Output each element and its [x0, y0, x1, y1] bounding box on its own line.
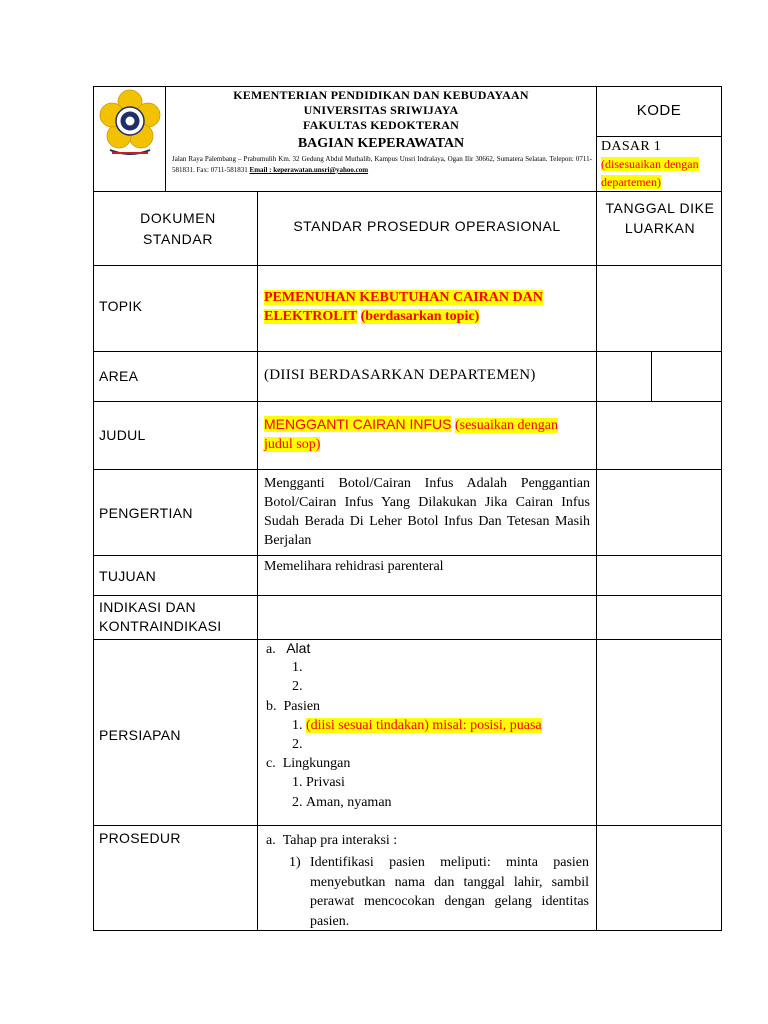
dasar-label: DASAR 1	[601, 139, 662, 154]
area-value: (DIISI BERDASARKAN DEPARTEMEN)	[264, 367, 536, 383]
persiapan-alat: a. Alat	[266, 640, 311, 657]
tujuan-label: TUJUAN	[99, 568, 157, 584]
judul-extra-cell	[596, 401, 722, 470]
ministry-name: KEMENTERIAN PENDIDIKAN DAN KEBUDAYAAN	[233, 88, 529, 102]
topik-value: PEMENUHAN KEBUTUHAN CAIRAN DAN ELEKTROLIT (berdasarkan topic)	[264, 290, 543, 324]
faculty-name: FAKULTAS KEDOKTERAN	[303, 118, 459, 132]
area-extra-cell-2	[651, 351, 722, 402]
area-label: AREA	[99, 368, 139, 384]
indikasi-value-cell	[257, 595, 597, 640]
prosedur-stage-a: a. Tahap pra interaksi :	[266, 833, 398, 848]
address-block	[172, 154, 592, 176]
university-emblem-icon	[96, 88, 164, 160]
kode-label: KODE	[636, 102, 682, 119]
pengertian-extra-cell	[596, 469, 722, 556]
persiapan-pasien: b. Pasien	[266, 698, 321, 714]
prosedur-extra-cell	[596, 825, 722, 931]
tanggal-dikeluarkan-label: TANGGAL DIKELUARKAN	[605, 200, 715, 236]
persiapan-list	[266, 639, 592, 812]
persiapan-pasien-2: 2.	[292, 736, 303, 752]
judul-value: MENGGANTI CAIRAN INFUS (sesuaikan dengan judul sop)	[264, 416, 558, 452]
department-name: BAGIAN KEPERAWATAN	[297, 136, 465, 151]
topik-label: TOPIK	[99, 298, 143, 314]
email-link[interactable]: Email : keperawatan.unsri@yahoo.com	[249, 166, 369, 174]
sop-title: STANDAR PROSEDUR OPERASIONAL	[293, 218, 561, 234]
dokumen-standar-label: DOKUMEN STANDAR	[140, 210, 216, 247]
prosedur-step-1-num: 1)	[289, 855, 301, 870]
address-text: Jalan Raya Palembang – Prabumulih Km. 32 Gedung Abdul Muthalib, Kampus Unsri Indralaya, Ogan Ilir 30662, Sumatera Selatan. Telepon: 0711-581831. Fax: 0711-581831	[172, 155, 592, 174]
indikasi-label	[99, 598, 221, 636]
topik-extra-cell	[596, 265, 722, 352]
indikasi-extra-cell	[596, 595, 722, 640]
pengertian-label: PENGERTIAN	[99, 505, 193, 521]
persiapan-extra-cell	[596, 639, 722, 826]
dasar-note: (disesuaikan dengan departemen)	[601, 157, 699, 189]
persiapan-alat-1: 1.	[292, 660, 303, 676]
area-extra-cell-1	[596, 351, 652, 402]
persiapan-pasien-1: 1. (diisi sesuai tindakan) misal: posisi, puasa	[292, 717, 542, 733]
indikasi-label-line-1: INDIKASI DAN	[99, 599, 196, 615]
indikasi-label-line-2: KONTRAINDIKASI	[99, 618, 222, 634]
persiapan-lingkungan: c. Lingkungan	[266, 756, 351, 772]
persiapan-lingkungan-1: 1. Privasi	[292, 775, 345, 791]
judul-label: JUDUL	[99, 427, 146, 443]
prosedur-step-1-text: Identifikasi pasien meliputi: minta pasien menyebutkan nama dan tanggal lahir, sambil perawat mencocokan dengan gelang identitas pasien.	[310, 855, 589, 929]
prosedur-label: PROSEDUR	[99, 830, 181, 846]
tujuan-extra-cell	[596, 555, 722, 596]
tujuan-value: Memelihara rehidrasi parenteral	[264, 559, 444, 574]
university-name: UNIVERSITAS SRIWIJAYA	[303, 103, 459, 117]
persiapan-lingkungan-2: 2. Aman, nyaman	[292, 794, 392, 810]
persiapan-alat-2: 2.	[292, 679, 303, 695]
pengertian-value: Mengganti Botol/Cairan Infus Adalah Penggantian Botol/Cairan Infus Yang Dilakukan Jika Cairan Infus Sudah Berada Di Leher Botol Infus Dan Tetesan Masih Berjalan	[264, 476, 590, 548]
persiapan-label: PERSIAPAN	[99, 727, 181, 743]
